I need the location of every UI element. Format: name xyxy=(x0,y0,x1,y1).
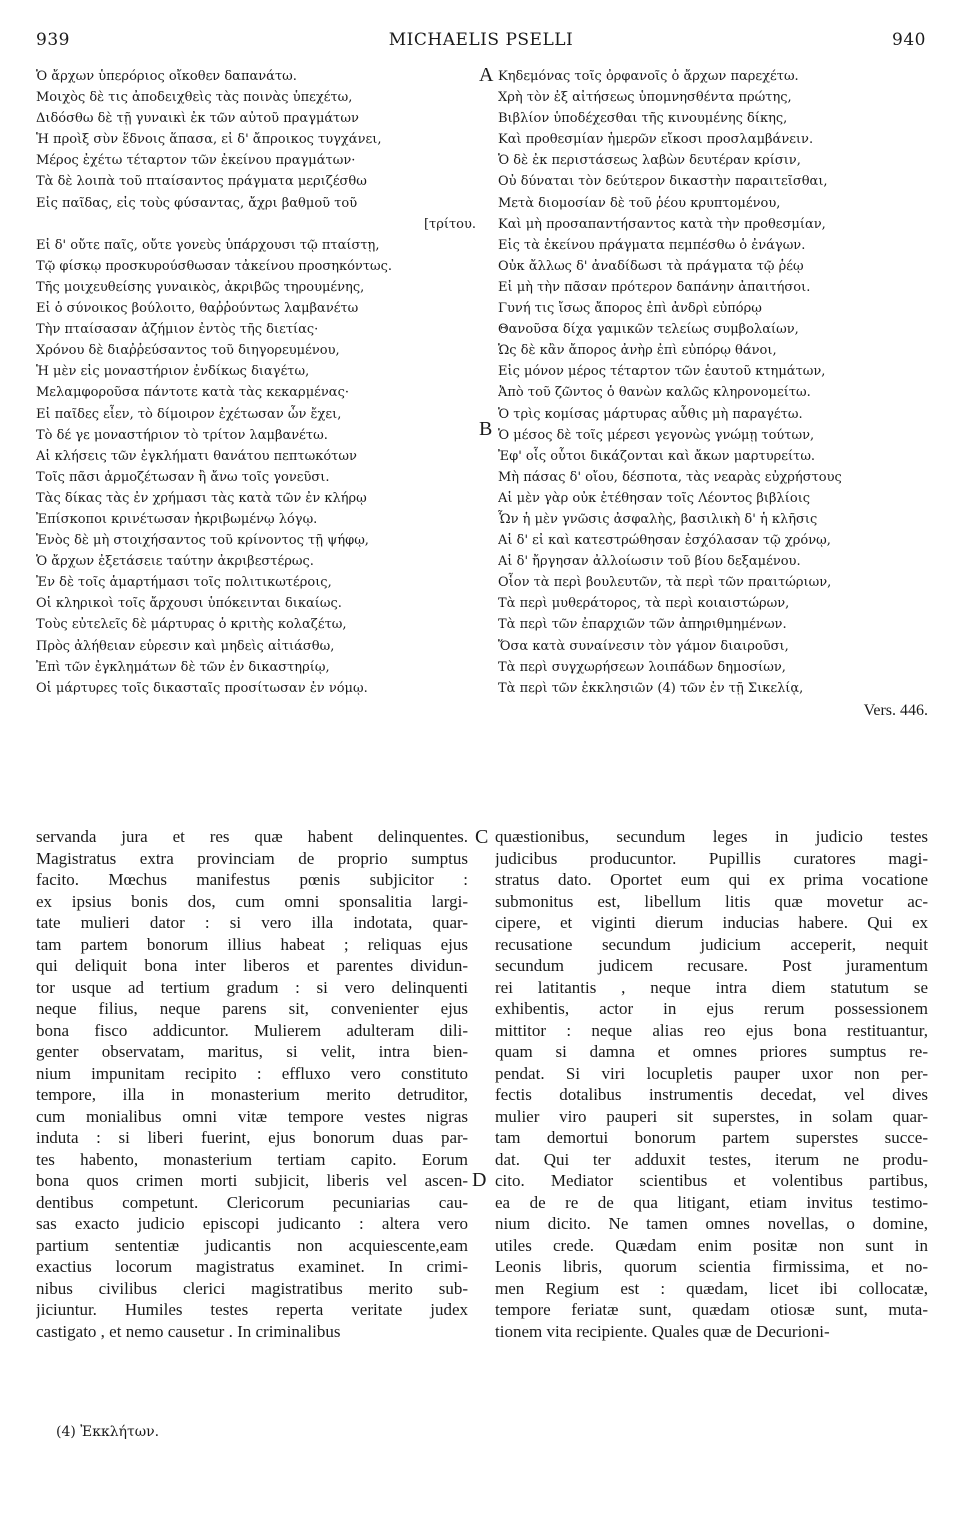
latin-text-line: tionem vita recipiente. Quales quæ de Decurioni- xyxy=(495,1321,830,1341)
latin-text-line: cipere, et viginti dierum inducias habere. Qui ex xyxy=(495,913,928,932)
greek-verse-line: Ὁ ἄρχων ὑπερόριος οἴκοθεν δαπανάτω. xyxy=(36,69,297,84)
greek-verse-line: Καὶ προθεσμίαν ἡμερῶν εἴκοσι προσλαμβάνειν. xyxy=(498,132,814,148)
greek-verse-line: Κηδεμόνας τοῖς ὀρφανοῖς ὁ ἄρχων παρεχέτω. xyxy=(498,69,799,84)
greek-verse-line: Ὁ τρὶς κομίσας μάρτυρας αὖθις μὴ παραγέτω. xyxy=(498,406,803,422)
latin-text-line: tam demortui bonorum partem superstes succe- xyxy=(495,1128,928,1147)
greek-verse-line: Ὧν ἡ μὲν γνῶσις ἀσφαλὴς, βασιλικὴ δ' ἡ κλῆσις xyxy=(498,511,818,527)
greek-verse-line: Οἱ μάρτυρες τοῖς δικασταῖς προσίτωσαν ἐν νόμῳ. xyxy=(36,680,368,696)
margin-marker-b: B xyxy=(479,418,493,440)
latin-text-line: cum monialibus omni vitæ tempore vestes nigras xyxy=(36,1106,468,1126)
latin-text-line: quæstionibus, secundum leges in judicio testes xyxy=(495,827,928,846)
greek-verse-line: Τῷ φίσκῳ προσκυρούσθωσαν τἀκείνου προσηκόντως. xyxy=(36,258,393,274)
greek-verse-line: Εἰς μόνον μέρος τέταρτον τῶν ἑαυτοῦ κτημάτων, xyxy=(498,364,826,380)
greek-verse-line: Οὐκ ἄλλως δ' ἀναδίδωσι τὰ πράγματα τῷ ῥέῳ xyxy=(498,258,804,274)
latin-text-line: facito. Mœchus manifestus pœnis subjicitor : xyxy=(36,870,468,889)
latin-column-right xyxy=(495,826,928,1342)
margin-marker-a: A xyxy=(479,64,494,86)
greek-verse-line: Εἰς τὰ ἐκείνου πράγματα πεμπέσθω ὁ ἐνάγων. xyxy=(498,237,806,253)
greek-verse-line: Οἱ κληρικοὶ τοῖς ἄρχουσι ὑπόκεινται δικαίως. xyxy=(36,596,342,612)
latin-text-line: bona quos crimen morti subjicit, liberis vel ascen- xyxy=(36,1171,468,1190)
greek-verse-line: Τὰς δίκας τὰς ἐν χρήμασι τὰς κατὰ τῶν ἐν κλήρῳ xyxy=(36,490,367,506)
greek-verse-line: Ἡ μὲν εἰς μοναστήριον ἐνδίκως διαγέτω, xyxy=(36,364,310,380)
page-header xyxy=(36,30,926,54)
greek-verse-line: Τὰ περὶ τῶν ἐκκλησιῶν (4) τῶν ἐν τῇ Σικελίᾳ, xyxy=(498,680,804,696)
greek-verse-line: Τὰ περὶ μυθεράτορος, τὰ περὶ κοιαιστώρων, xyxy=(498,596,790,612)
greek-verse-line: Τοὺς εὐτελεῖς δὲ μάρτυρας ὁ κριτὴς κολαζέτω, xyxy=(36,617,347,633)
latin-text-line: mittitor : neque alias reo ejus bona restituantur, xyxy=(495,1020,928,1040)
greek-verse-line: Πρὸς ἀλήθειαν εὑρεσιν καὶ μηδεὶς αἰτιάσθω, xyxy=(36,638,335,654)
latin-text-line: quam si damna et omnes priores sumptus re- xyxy=(495,1042,928,1061)
latin-text-line: partium sententiæ judicantis non acquiescente,eam xyxy=(36,1235,468,1255)
greek-verse-line: Ὁ ἄρχων ἐξετάσειε ταύτην ἀκριβεστέρως. xyxy=(36,554,314,570)
greek-verse-line: Εἰ δ' οὔτε παῖς, οὔτε γονεὺς ὑπάρχουσι τῷ πταίστῃ, xyxy=(36,237,380,253)
greek-verse-line: Οὐ δύναται τὸν δεύτερον δικαστὴν παραιτεῖσθαι, xyxy=(498,174,828,190)
greek-verse-line: Μὴ πάσας δ' οἴου, δέσποτα, τὰς νεαρὰς εὐχρήστους xyxy=(498,469,842,485)
running-title: MICHAELIS PSELLI xyxy=(388,30,574,50)
latin-text-line: bona fisco addicuntor. Mulierem adulteram dili- xyxy=(36,1020,468,1040)
greek-verse-line: Ἑνὸς δὲ μὴ στοιχήσαντος τοῦ κρίνοντος τῇ ψήφῳ, xyxy=(36,533,369,549)
greek-verse-line: Διδόσθω δὲ τῇ γυναικὶ ἐκ τῶν αὐτοῦ πραγμάτων xyxy=(36,111,359,127)
latin-text-line: mulier viro pauperi sit superstes, in solam quar- xyxy=(495,1106,928,1126)
greek-verse-line: Τὰ δὲ λοιπὰ τοῦ πταίσαντος πράγματα μεριζέσθω xyxy=(36,174,367,190)
page-number-left: 939 xyxy=(36,30,70,50)
greek-verse-line: Οἷον τὰ περὶ βουλευτῶν, τὰ περὶ τῶν πραιτώριων, xyxy=(498,575,832,591)
latin-text-line: tate mulieri dator : si vero illa indotata, quar- xyxy=(36,913,468,932)
greek-verse-line: Μελαμφοροῦσα πάντοτε κατὰ τὰς κεκαρμένας· xyxy=(36,385,349,401)
latin-text-line: tes habento, monasterium tertiam capito. Eorum xyxy=(36,1149,468,1169)
latin-text-line: judicibus producuntor. Pupillis curatores magi- xyxy=(495,848,928,868)
latin-text-line: Leonis libris, quorum scientia firmissima, et no- xyxy=(495,1257,928,1276)
greek-verse-line: Μετὰ διομοσίαν δὲ τοῦ ῥέου κρυπτομένου, xyxy=(498,195,781,211)
latin-text-line: tor usque ad tertium gradum : si vero delinquenti xyxy=(36,977,468,997)
latin-text-line: fectis dotalibus instrumentis decedat, vel dives xyxy=(495,1085,928,1104)
latin-column-left xyxy=(36,826,468,1342)
greek-verse-line: Ἡ προὶξ σὺν ἕδνοις ἅπασα, εἰ δ' ἄπροικος τυγχάνει, xyxy=(36,132,382,148)
greek-verse-line: Τὰ περὶ συγχωρήσεων λοιπάδων δημοσίων, xyxy=(498,659,786,675)
greek-verse-line: Ἐπὶ τῶν ἐγκλημάτων δὲ τῶν ἐν δικαστηρίῳ, xyxy=(36,659,330,675)
latin-text-line: exactius locorum magistratus examinet. In crimi- xyxy=(36,1257,468,1276)
latin-text-line: servanda jura et res quæ habent delinquentes. xyxy=(36,827,468,846)
greek-verse-line: Τὴν πταίσασαν ἀζήμιον ἐντὸς τῆς διετίας· xyxy=(36,322,319,338)
greek-right-lines xyxy=(498,66,928,699)
latin-text-line: nibus civilibus clerici magistratibus merito sub- xyxy=(36,1278,468,1298)
greek-verse-line: Αἱ κλήσεις τῶν ἐγκλήματι θανάτου πεπτωκότων xyxy=(36,448,357,464)
greek-verse-line: Αἱ δ' ἤργησαν ἀλλοίωσιν τοῦ βίου δεξαμένου. xyxy=(498,554,801,570)
greek-verse-line: Γυνή τις ἴσως ἄπορος ἐπὶ ἀνδρὶ εὐπόρῳ xyxy=(498,301,762,317)
greek-verse-line: Μοιχὸς δὲ τις ἀποδειχθεὶς τὰς ποινὰς ὑπεχέτω, xyxy=(36,90,353,106)
latin-text-line: exhibentis, actor in ejus rerum possessionem xyxy=(495,999,928,1018)
greek-verse-line: Εἰς παῖδας, εἰς τοὺς φύσαντας, ἄχρι βαθμοῦ τοῦ xyxy=(36,195,358,211)
greek-verse-line: Τὸ δέ γε μοναστήριον τὸ τρίτον λαμβανέτω. xyxy=(36,427,328,443)
greek-verse-line: Χρὴ τὸν ἐξ αἰτήσεως ὑπομνησθέντα πρώτης, xyxy=(498,90,792,106)
margin-marker-d: D xyxy=(472,1169,487,1191)
verse-count: Vers. 446. xyxy=(863,701,928,719)
latin-text-line: tam partem bonorum illius habeat ; reliquas ejus xyxy=(36,934,468,954)
greek-verse-line: Ἐπίσκοποι κρινέτωσαν ἠκριβωμένῳ λόγῳ. xyxy=(36,511,318,527)
latin-text-line: Magistratus extra provinciam de proprio sumptus xyxy=(36,848,468,868)
margin-marker-c: C xyxy=(475,826,489,848)
latin-text-line: stratus dato. Oportet eum qui ex prima vocatione xyxy=(495,870,928,889)
latin-text-line: genter observatam, maritus, si velit, intra bien- xyxy=(36,1042,468,1061)
greek-verse-line: Βιβλίον ὑποδέχεσθαι τῆς κινουμένης δίκης, xyxy=(498,111,788,127)
greek-verse-line: Εἰ μὴ τὴν πᾶσαν πρότερον δαπάνην ἀπαιτήσοι. xyxy=(498,279,811,295)
greek-verse-line: Τοῖς πᾶσι ἁρμοζέτωσαν ἢ ἄνω τοῖς γονεῦσι. xyxy=(36,469,330,485)
latin-text-line: jiciuntur. Humiles testes reperta veritate judex xyxy=(36,1300,468,1319)
greek-verse-line: Ἐν δὲ τοῖς ἁμαρτήμασι τοῖς πολιτικωτέροις, xyxy=(36,575,332,591)
greek-verse-line: Εἰ ὁ σύνοικος βούλοιτο, θαῤῥούντως λαμβανέτω xyxy=(36,301,359,317)
greek-verse-line: Εἰ παῖδες εἶεν, τὸ δίμοιρον ἐχέτωσαν ὧν ἔχει, xyxy=(36,406,342,422)
latin-text-line: tempore feriatæ sunt, quædam otiosæ sunt, muta- xyxy=(495,1300,928,1319)
greek-verse-line: Χρόνου δὲ διαῤῥεύσαντος τοῦ διηγορευμένου, xyxy=(36,343,340,359)
latin-text-line: ea de re de qua litigant, etiam invitus testimo- xyxy=(495,1192,928,1212)
page-number-right: 940 xyxy=(892,30,926,50)
greek-verse-line: Τῆς μοιχευθείσης γυναικὸς, ἀκριβῶς τηρουμένης, xyxy=(36,279,365,295)
greek-column-right xyxy=(498,66,928,721)
greek-verse-line: Ἐφ' οἷς οὗτοι δικάζονται καὶ ἄκων μαρτυρείτω. xyxy=(498,448,816,464)
latin-text-line: ex ipsius bonis dos, cum omni sponsalitia largi- xyxy=(36,891,468,911)
latin-text-line: nium impunitam recipito : effluxo vero constituto xyxy=(36,1063,468,1083)
latin-text-line: induta : si liberi fuerint, ejus bonorum duas par- xyxy=(36,1128,468,1147)
latin-text-line: submonitus est, libellum litis quæ movetur ac- xyxy=(495,891,928,911)
latin-text-line: pendat. Si viri locupletis pauper uxor non per- xyxy=(495,1063,928,1083)
greek-verse-line: [τρίτου. xyxy=(423,216,476,232)
latin-text-line: castigato , et nemo causetur . In criminalibus xyxy=(36,1321,341,1341)
greek-verse-line: Ὅσα κατὰ συναίνεσιν τὸν γάμον διαιροῦσι, xyxy=(498,638,789,654)
greek-verse-line: Αἱ δ' εἰ καὶ κατεστρώθησαν ἐσχόλασαν τῷ χρόνῳ, xyxy=(498,533,831,549)
greek-verse-line: Ὡς δὲ κἂν ἄπορος ἀνὴρ ἐπὶ εὐπόρῳ θάνοι, xyxy=(498,343,777,359)
latin-text-line: dentibus competunt. Clericorum pecuniarias cau- xyxy=(36,1192,468,1212)
latin-text-line: dat. Qui ter adduxit testes, iterum ne produ- xyxy=(495,1149,928,1169)
latin-text-line: qui deliquit bona inter liberos et parentes dividun- xyxy=(36,956,468,975)
latin-text-line: men Regium est : quædam, licet ibi collocatæ, xyxy=(495,1278,928,1298)
greek-verse-line: Καὶ μὴ προσαπαντήσαντος κατὰ τὴν προθεσμίαν, xyxy=(498,216,826,232)
greek-verse-line: Μέρος ἐχέτω τέταρτον τῶν ἐκείνου πραγμάτων· xyxy=(36,153,356,169)
latin-text-line: utiles crede. Quædam enim positæ non sunt in xyxy=(495,1235,928,1255)
latin-text-line: rei latitantis , neque intra diem statutum se xyxy=(495,977,928,997)
latin-text-line: sas exacto judicio episcopi judicanto : altera vero xyxy=(36,1214,468,1233)
greek-verse-line: Τὰ περὶ τῶν ἐπαρχιῶν τῶν ἀπηριθμημένων. xyxy=(498,617,787,633)
greek-column-left xyxy=(36,66,476,699)
latin-text-line: neque filius, neque parens sit, convenienter ejus xyxy=(36,999,468,1018)
greek-verse-line: Ἀπὸ τοῦ ζῶντος ὁ θανὼν καλῶς κληρονομείτω. xyxy=(498,385,811,401)
latin-text-line: recusatione secundum judicium acceperit, nequit xyxy=(495,934,928,954)
latin-text-line: secundum judicem recusare. Post juramentum xyxy=(495,956,928,975)
footnote: (4) Ἐκκλήτων. xyxy=(56,1424,160,1440)
greek-verse-line: Ὁ μέσος δὲ τοῖς μέρεσι γεγονὼς γνώμῃ τούτων, xyxy=(498,427,815,443)
latin-text-line: tempore, illa in monasterium merito detruditor, xyxy=(36,1085,468,1104)
greek-verse-line: Ὁ δὲ ἐκ περιστάσεως λαβὼν δευτέραν κρίσιν, xyxy=(498,153,801,169)
latin-text-line: cito. Mediator scientibus et volentibus partibus, xyxy=(495,1171,928,1190)
latin-text-line: nium dicito. Ne tamen omnes novellas, o domine, xyxy=(495,1214,928,1233)
greek-verse-line: Αἱ μὲν γὰρ οὐκ ἐτέθησαν τοῖς Λέοντος βιβλίοις xyxy=(498,490,811,506)
greek-verse-line: Θανοῦσα δίχα γαμικῶν τελείως συμβολαίων, xyxy=(498,322,799,338)
